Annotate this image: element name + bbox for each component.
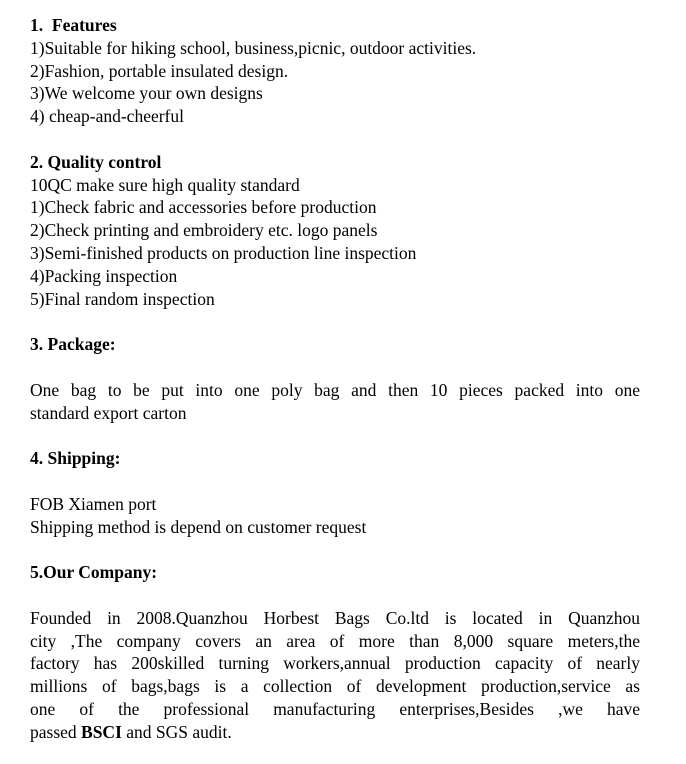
list-item: 1)Suitable for hiking school, business,picnic, outdoor activities. [30,37,477,58]
company-last-bold: BSCI [81,721,122,742]
section-heading-shipping: 4. Shipping: [30,448,121,469]
section-heading-package: 3. Package: [30,334,116,355]
document [30,14,640,744]
company-line: millions of bags,bags is a collection of development production,service as [30,676,640,697]
section-heading-our-company: 5.Our Company: [30,562,158,583]
list-item: 2)Check printing and embroidery etc. logo panels [30,220,378,241]
shipping-line: FOB Xiamen port [30,493,157,514]
spacer [30,424,640,447]
company-last-suffix: and SGS audit. [121,721,232,742]
list-item: 1)Check fabric and accessories before production [30,197,377,218]
section-heading-quality-control: 2. Quality control [30,151,162,172]
company-line: one of the professional manufacturing enterprises,Besides ,we have [30,698,640,719]
company-last-line [30,721,640,744]
spacer [30,584,640,607]
package-line: One bag to be put into one poly bag and then 10 pieces packed into one [30,379,640,400]
list-item: 3)Semi-finished products on production line inspection [30,242,417,263]
company-last-prefix: passed [30,721,82,742]
company-line: city ,The company covers an area of more than 8,000 square meters,the [30,630,640,651]
quality-intro: 10QC make sure high quality standard [30,174,300,195]
spacer [30,470,640,493]
company-line: factory has 200skilled turning workers,annual production capacity of nearly [30,653,640,674]
spacer [30,356,640,379]
list-item: 3)We welcome your own designs [30,83,263,104]
list-item: 4) cheap-and-cheerful [30,106,184,127]
spacer [30,310,640,333]
package-line: standard export carton [30,402,187,423]
shipping-line: Shipping method is depend on customer request [30,516,367,537]
spacer [30,538,640,561]
section-heading-features: 1. Features [30,15,117,35]
list-item: 5)Final random inspection [30,288,215,309]
company-line: Founded in 2008.Quanzhou Horbest Bags Co.ltd is located in Quanzhou [30,607,640,628]
list-item: 2)Fashion, portable insulated design. [30,60,289,81]
spacer [30,128,640,151]
list-item: 4)Packing inspection [30,265,178,286]
